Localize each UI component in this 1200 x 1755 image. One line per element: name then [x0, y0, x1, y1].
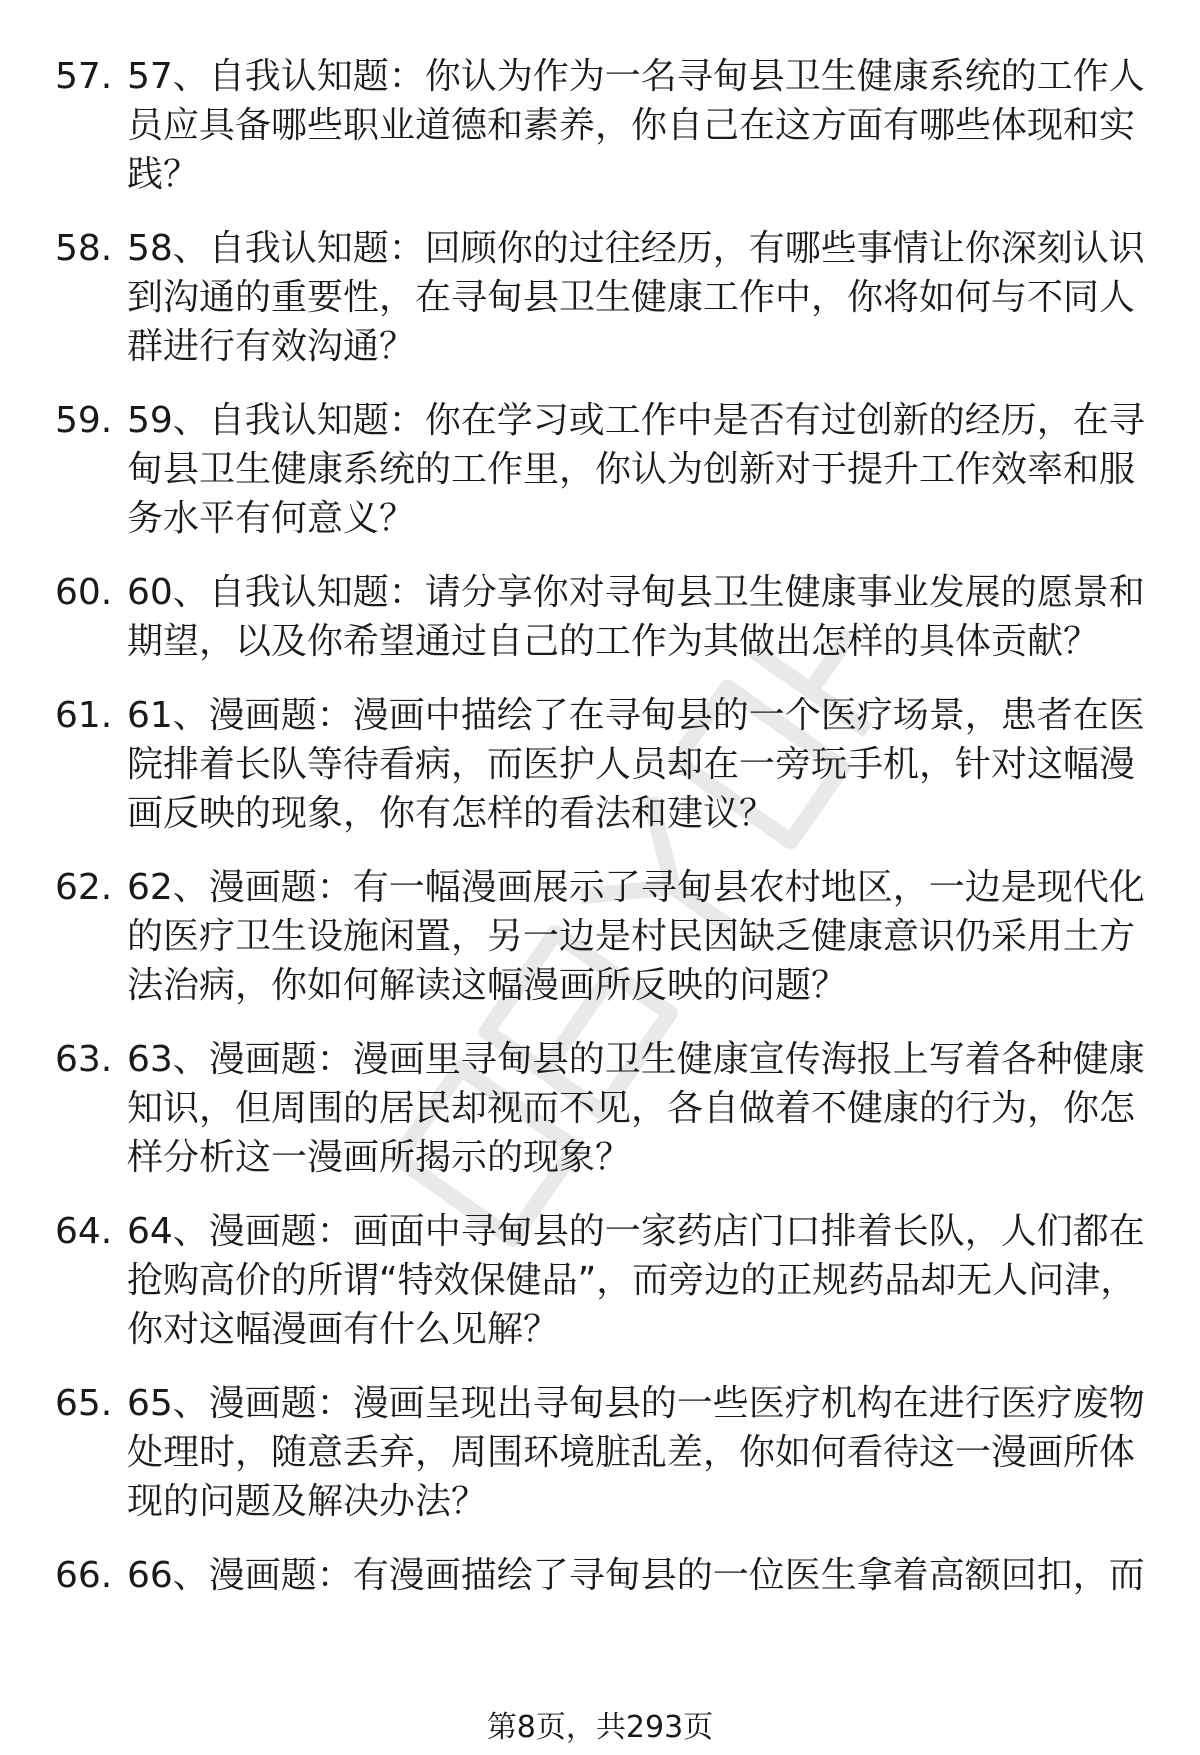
question-text: 60、自我认知题：请分享你对寻甸县卫生健康事业发展的愿景和期望，以及你希望通过自己的工作为其做出怎样的具体贡献？ — [127, 572, 1145, 662]
question-number: 58. — [55, 228, 113, 269]
question-number: 59. — [55, 400, 113, 441]
question-number: 62. — [55, 867, 113, 908]
question-number: 57. — [55, 56, 113, 97]
question-number: 64. — [55, 1211, 113, 1252]
question-text: 62、漫画题：有一幅漫画展示了寻甸县农村地区，一边是现代化的医疗卫生设施闲置，另一边是村民因缺乏健康意识仍采用土方法治病，你如何解读这幅漫画所反映的问题？ — [127, 867, 1145, 1006]
question-text: 61、漫画题：漫画中描绘了在寻甸县的一个医疗场景，患者在医院排着长队等待看病，而医护人员却在一旁玩手机，针对这幅漫画反映的现象，你有怎样的看法和建议？ — [127, 695, 1145, 834]
question-text: 59、自我认知题：你在学习或工作中是否有过创新的经历，在寻甸县卫生健康系统的工作里，你认为创新对于提升工作效率和服务水平有何意义？ — [127, 400, 1145, 539]
question-item-59 — [55, 396, 1145, 543]
question-number: 63. — [55, 1039, 113, 1080]
question-number: 61. — [55, 695, 113, 736]
question-item-63 — [55, 1035, 1145, 1182]
question-item-65 — [55, 1379, 1145, 1526]
question-item-64 — [55, 1207, 1145, 1354]
question-item-57 — [55, 52, 1145, 199]
question-text: 58、自我认知题：回顾你的过往经历，有哪些事情让你深刻认识到沟通的重要性，在寻甸县卫生健康工作中，你将如何与不同人群进行有效沟通？ — [127, 228, 1145, 367]
question-text: 66、漫画题：有漫画描绘了寻甸县的一位医生拿着高额回扣，而 — [127, 1555, 1145, 1596]
question-text: 63、漫画题：漫画里寻甸县的卫生健康宣传海报上写着各种健康知识，但周围的居民却视而不见，各自做着不健康的行为，你怎样分析这一漫画所揭示的现象？ — [127, 1039, 1145, 1178]
question-number: 60. — [55, 572, 113, 613]
page-footer: 第8页，共293页 — [486, 1710, 714, 1745]
question-text: 57、自我认知题：你认为作为一名寻甸县卫生健康系统的工作人员应具备哪些职业道德和素养，你自己在这方面有哪些体现和实践？ — [127, 56, 1145, 195]
question-number: 65. — [55, 1383, 113, 1424]
question-item-66 — [55, 1551, 1145, 1600]
question-text: 64、漫画题：画面中寻甸县的一家药店门口排着长队，人们都在抢购高价的所谓“特效保健品”，而旁边的正规药品却无人问津，你对这幅漫画有什么见解？ — [127, 1211, 1145, 1350]
question-text: 65、漫画题：漫画呈现出寻甸县的一些医疗机构在进行医疗废物处理时，随意丢弃，周围环境脏乱差，你如何看待这一漫画所体现的问题及解决办法？ — [127, 1383, 1145, 1522]
question-item-58 — [55, 224, 1145, 371]
question-item-61 — [55, 691, 1145, 838]
question-list — [55, 52, 1145, 1625]
question-item-62 — [55, 863, 1145, 1010]
question-number: 66. — [55, 1555, 113, 1596]
question-item-60 — [55, 568, 1145, 666]
